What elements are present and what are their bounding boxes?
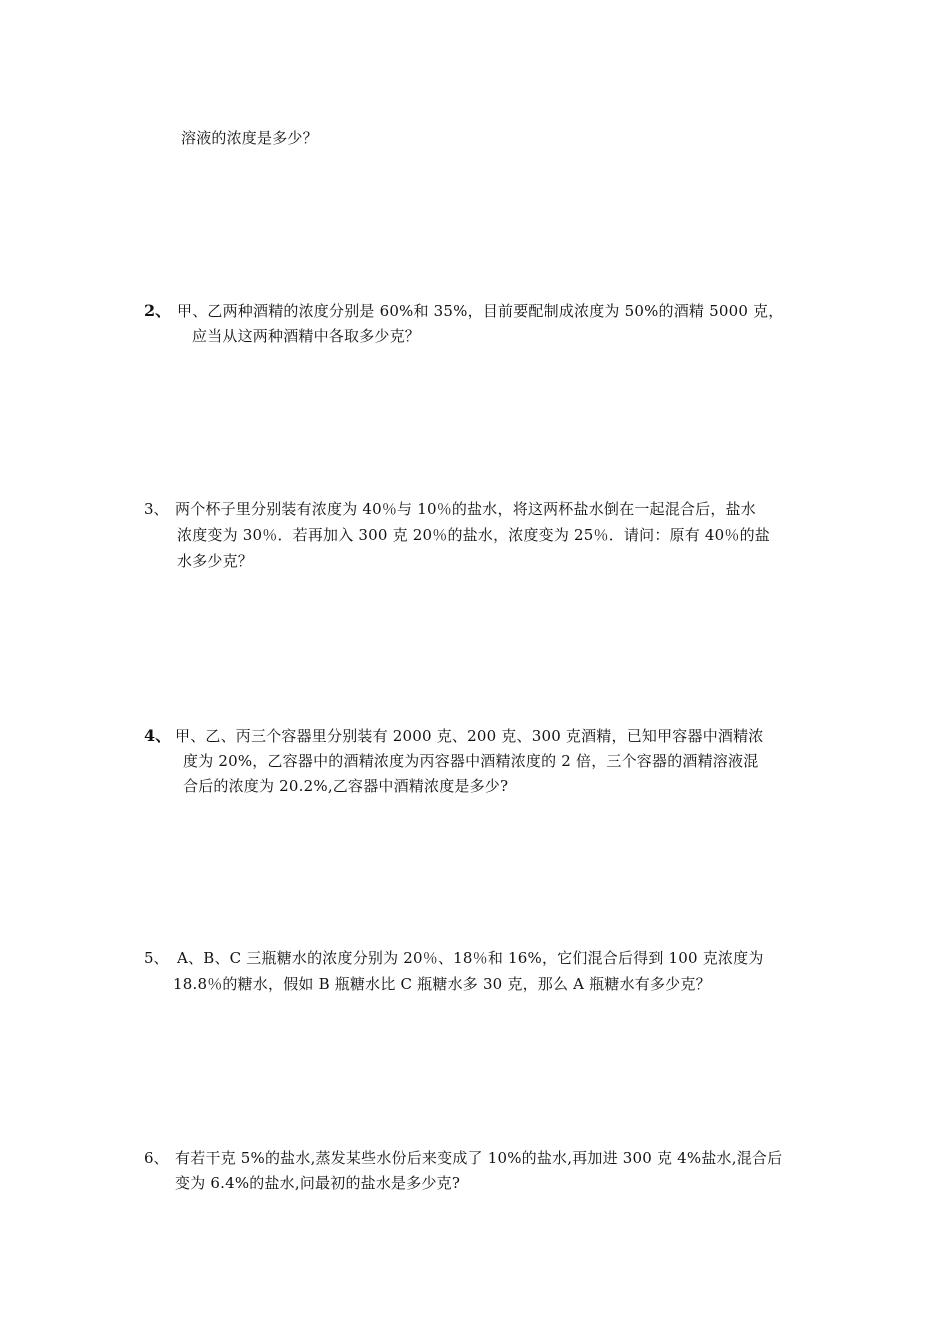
problem-5-number: 5、 (144, 949, 169, 967)
problem-5-line-2: 18.8％的糖水，假如 B 瓶糖水比 C 瓶糖水多 30 克，那么 A 瓶糖水有多少克？ (173, 975, 711, 993)
problem-3-line-1: 两个杯子里分别装有浓度为 40％与 10％的盐水，将这两杯盐水倒在一起混合后，盐水 (175, 500, 756, 518)
problem-3-line-3: 水多少克？ (177, 552, 254, 570)
problem-4-line-3: 合后的浓度为 20.2%,乙容器中酒精浓度是多少? (183, 777, 509, 795)
problem-5-line-1: A、B、C 三瓶糖水的浓度分别为 20％、18％和 16%，它们混合后得到 100 克浓度为 (177, 949, 764, 967)
problem-2-number: 2、 (144, 301, 172, 320)
problem-1-line-1: 溶液的浓度是多少？ (181, 129, 318, 147)
problem-6-line-2: 变为 6.4%的盐水,问最初的盐水是多少克? (175, 1174, 461, 1192)
problem-2-line-2: 应当从这两种酒精中各取多少克？ (192, 327, 421, 345)
problem-2-line-1: 甲、乙两种酒精的浓度分别是 60%和 35%，目前要配制成浓度为 50%的酒精 5000 克， (177, 302, 784, 320)
problem-4-number: 4、 (144, 726, 172, 745)
problem-3-number: 3、 (144, 500, 169, 518)
problem-4-line-2: 度为 20%，乙容器中的酒精浓度为丙容器中酒精浓度的 2 倍，三个容器的酒精溶液混 (183, 752, 759, 770)
problem-4-line-1: 甲、乙、丙三个容器里分别装有 2000 克、200 克、300 克酒精，已知甲容器中酒精浓 (175, 727, 764, 745)
problem-6-line-1: 有若干克 5%的盐水,蒸发某些水份后来变成了 10%的盐水,再加进 300 克 4%盐水,混合后 (175, 1149, 783, 1167)
problem-6-number: 6、 (144, 1149, 169, 1167)
problem-3-line-2: 浓度变为 30％．若再加入 300 克 20％的盐水，浓度变为 25％．请问：原有 40％的盐 (177, 526, 770, 544)
